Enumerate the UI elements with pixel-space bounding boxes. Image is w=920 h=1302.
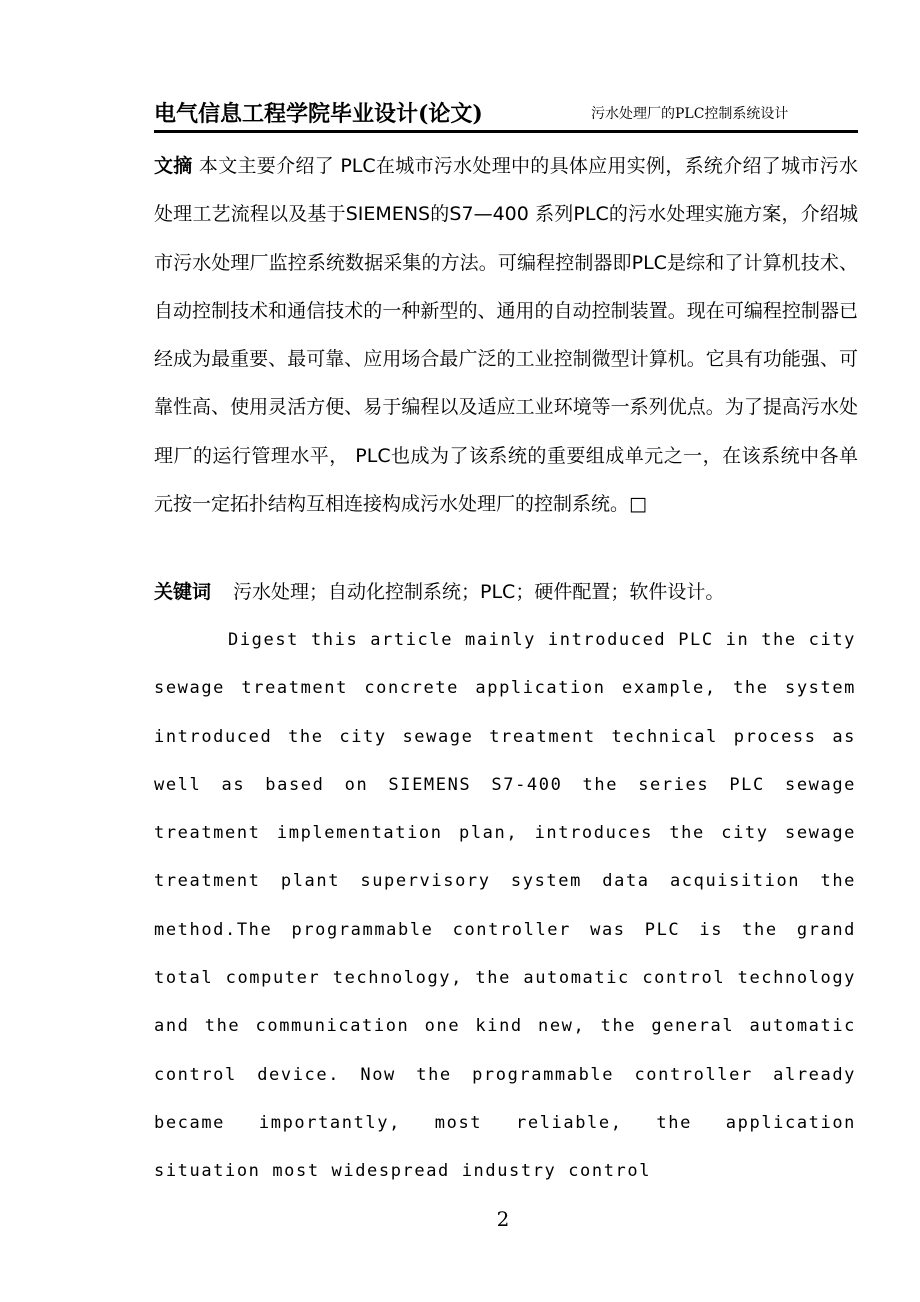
keywords-label: 关键词 xyxy=(154,581,212,603)
page-number: 2 xyxy=(496,1207,510,1231)
chinese-abstract xyxy=(154,142,858,528)
abstract-text: 本文主要介绍了 PLC在城市污水处理中的具体应用实例，系统介绍了城市污水处理工艺流程以及基于SIEMENS的S7—400 系列PLC的污水处理实施方案，介绍城市污水处理厂监控系统数据采集的方法。可编程控制器即PLC是综和了计算机技术、自动控制技术和通信技术的一种新型的、通用的自动控制装置。现在可编程控制器已经成为最重要、最可靠、应用场合最广泛的工业控制微型计算机。它具有功能强、可靠性高、使用灵活方便、易于编程以及适应工业环境等一系列优点。为了提高污水处理厂的运行管理水平， PLC也成为了该系统的重要组成单元之一，在该系统中各单元按一定拓扑结构互相连接构成污水处理厂的控制系统。□ xyxy=(154,155,858,516)
header-divider xyxy=(154,130,858,133)
english-abstract: Digest this article mainly introduced PLC in the city sewage treatment concrete application example, the system introduced the city sewage treatment technical process as well as based on SIEMENS S7-400 the series PLC sewage treatment implementation plan, introduces the city sewage treatment plant supervisory system data acquisition the method.The programmable controller was PLC is the grand total computer technology, the automatic control technology and the communication one kind new, the general automatic control device. Now the programmable controller already became importantly, most reliable, the application situation most widespread industry control xyxy=(154,630,856,1182)
keywords-line xyxy=(154,568,858,616)
keywords-text: 污水处理；自动化控制系统；PLC；硬件配置；软件设计。 xyxy=(233,581,725,603)
page-header xyxy=(154,96,856,132)
abstract-label: 文摘 xyxy=(154,155,193,177)
header-title: 电气信息工程学院毕业设计(论文) xyxy=(154,101,483,127)
header-subtitle: 污水处理厂的PLC控制系统设计 xyxy=(591,106,789,122)
